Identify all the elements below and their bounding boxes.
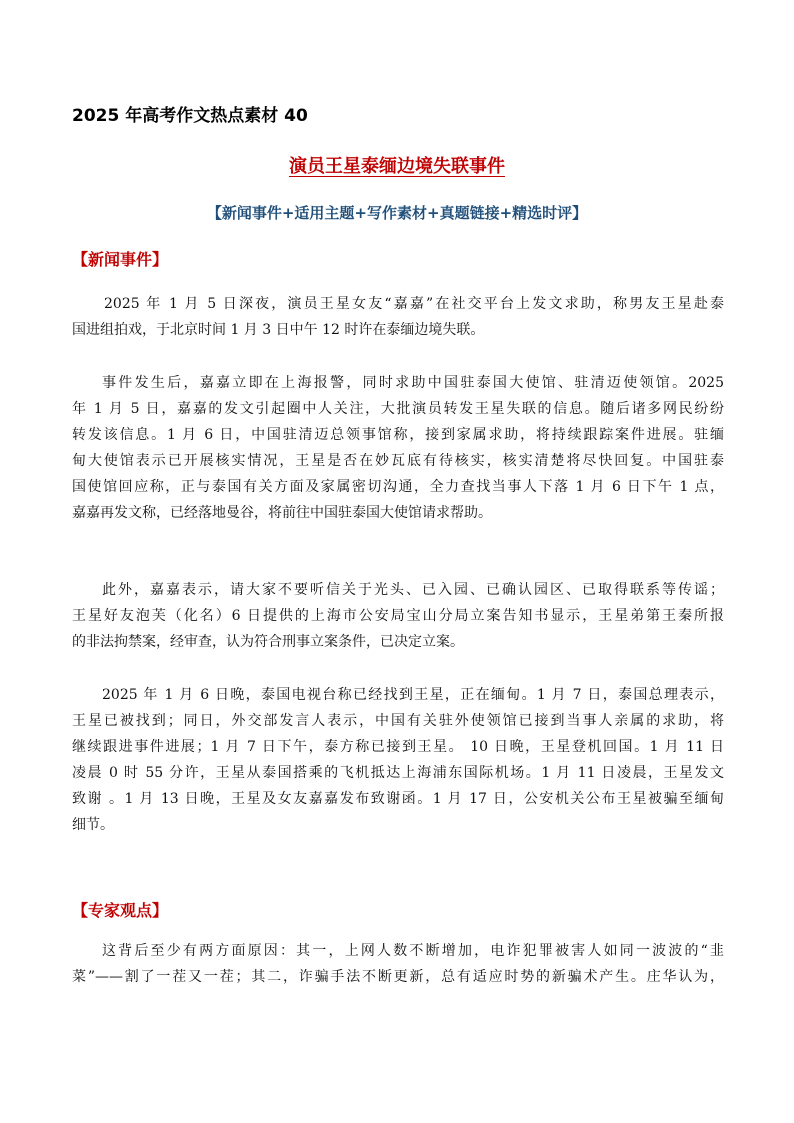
paragraph-1 (72, 291, 724, 343)
paragraph-line: 的非法拘禁案，经审查，认为符合刑事立案条件，已决定立案。 (72, 634, 464, 650)
document-title: 2025 年高考作文热点素材 40 (72, 106, 308, 126)
subtitle: 【新闻事件+适用主题+写作素材+真题链接+精选时评】 (206, 204, 588, 222)
paragraph-line: 事件发生后，嘉嘉立即在上海报警，同时求助中国驻泰国大使馆、驻清迈使领馆。2025 (102, 375, 724, 391)
paragraph-line: 嘉嘉再发文称，已经落地曼谷，将前往中国驻泰国大使馆请求帮助。 (72, 505, 492, 521)
paragraph-line: 这背后至少有两方面原因：其一，上网人数不断增加，电诈犯罪被害人如同一波波的“韭 (102, 943, 724, 959)
paragraph-4 (72, 682, 724, 838)
paragraph-3 (72, 577, 724, 655)
paragraph-5 (72, 938, 724, 990)
paragraph-line: 王星已被找到；同日，外交部发言人表示，中国有关驻外使领馆已接到当事人亲属的求助，将 (72, 713, 724, 729)
paragraph-line: 2025 年 1 月 6 日晚，泰国电视台称已经找到王星，正在缅甸。1 月 7 日，泰国总理表示， (102, 687, 724, 703)
paragraph-line: 王星好友泡芙（化名）6 日提供的上海市公安局宝山分局立案告知书显示，王星弟第王秦所报 (72, 608, 724, 624)
paragraph-line: 菜”——割了一茬又一茬；其二，诈骗手法不断更新，总有适应时势的新骗术产生。庄华认为， (72, 969, 724, 985)
section-heading-expert: 【专家观点】 (72, 901, 169, 920)
paragraph-2 (72, 370, 724, 526)
paragraph-line: 年 1 月 5 日，嘉嘉的发文引起圈中人关注，大批演员转发王星失联的信息。随后诸多网民纷纷 (72, 401, 724, 417)
paragraph-line: 此外，嘉嘉表示，请大家不要听信关于光头、已入园、已确认园区、已取得联系等传谣； (102, 582, 724, 598)
paragraph-line: 凌晨 0 时 55 分许，王星从泰国搭乘的飞机抵达上海浦东国际机场。1 月 11 日凌晨，王星发文 (72, 765, 724, 781)
paragraph-line: 致谢 。1 月 13 日晚，王星及女友嘉嘉发布致谢函。1 月 17 日，公安机关公布王星被骗至缅甸 (72, 791, 724, 807)
main-title (0, 152, 794, 178)
main-title-text: 演员王星泰缅边境失联事件 (289, 156, 505, 177)
paragraph-line: 转发该信息。1 月 6 日，中国驻清迈总领事馆称，接到家属求助，将持续跟踪案件进展。驻缅 (72, 427, 724, 443)
paragraph-line: 国使馆回应称，正与泰国有关方面及家属密切沟通，全力查找当事人下落 1 月 6 日下午 1 点， (72, 479, 724, 495)
paragraph-line: 2025 年 1 月 5 日深夜，演员王星女友“嘉嘉”在社交平台上发文求助，称男友王星赴泰 (104, 296, 724, 312)
paragraph-line: 甸大使馆表示已开展核实情况，王星是否在妙瓦底有待核实，核实清楚将尽快回复。中国驻泰 (72, 453, 724, 469)
paragraph-line: 继续跟进事件进展；1 月 7 日下午，泰方称已接到王星。 10 日晚，王星登机回国。1 月 11 日 (72, 739, 724, 755)
paragraph-line: 细节。 (72, 817, 114, 833)
section-heading-news: 【新闻事件】 (72, 250, 169, 269)
paragraph-line: 国进组拍戏，于北京时间 1 月 3 日中午 12 时许在泰缅边境失联。 (72, 322, 485, 338)
